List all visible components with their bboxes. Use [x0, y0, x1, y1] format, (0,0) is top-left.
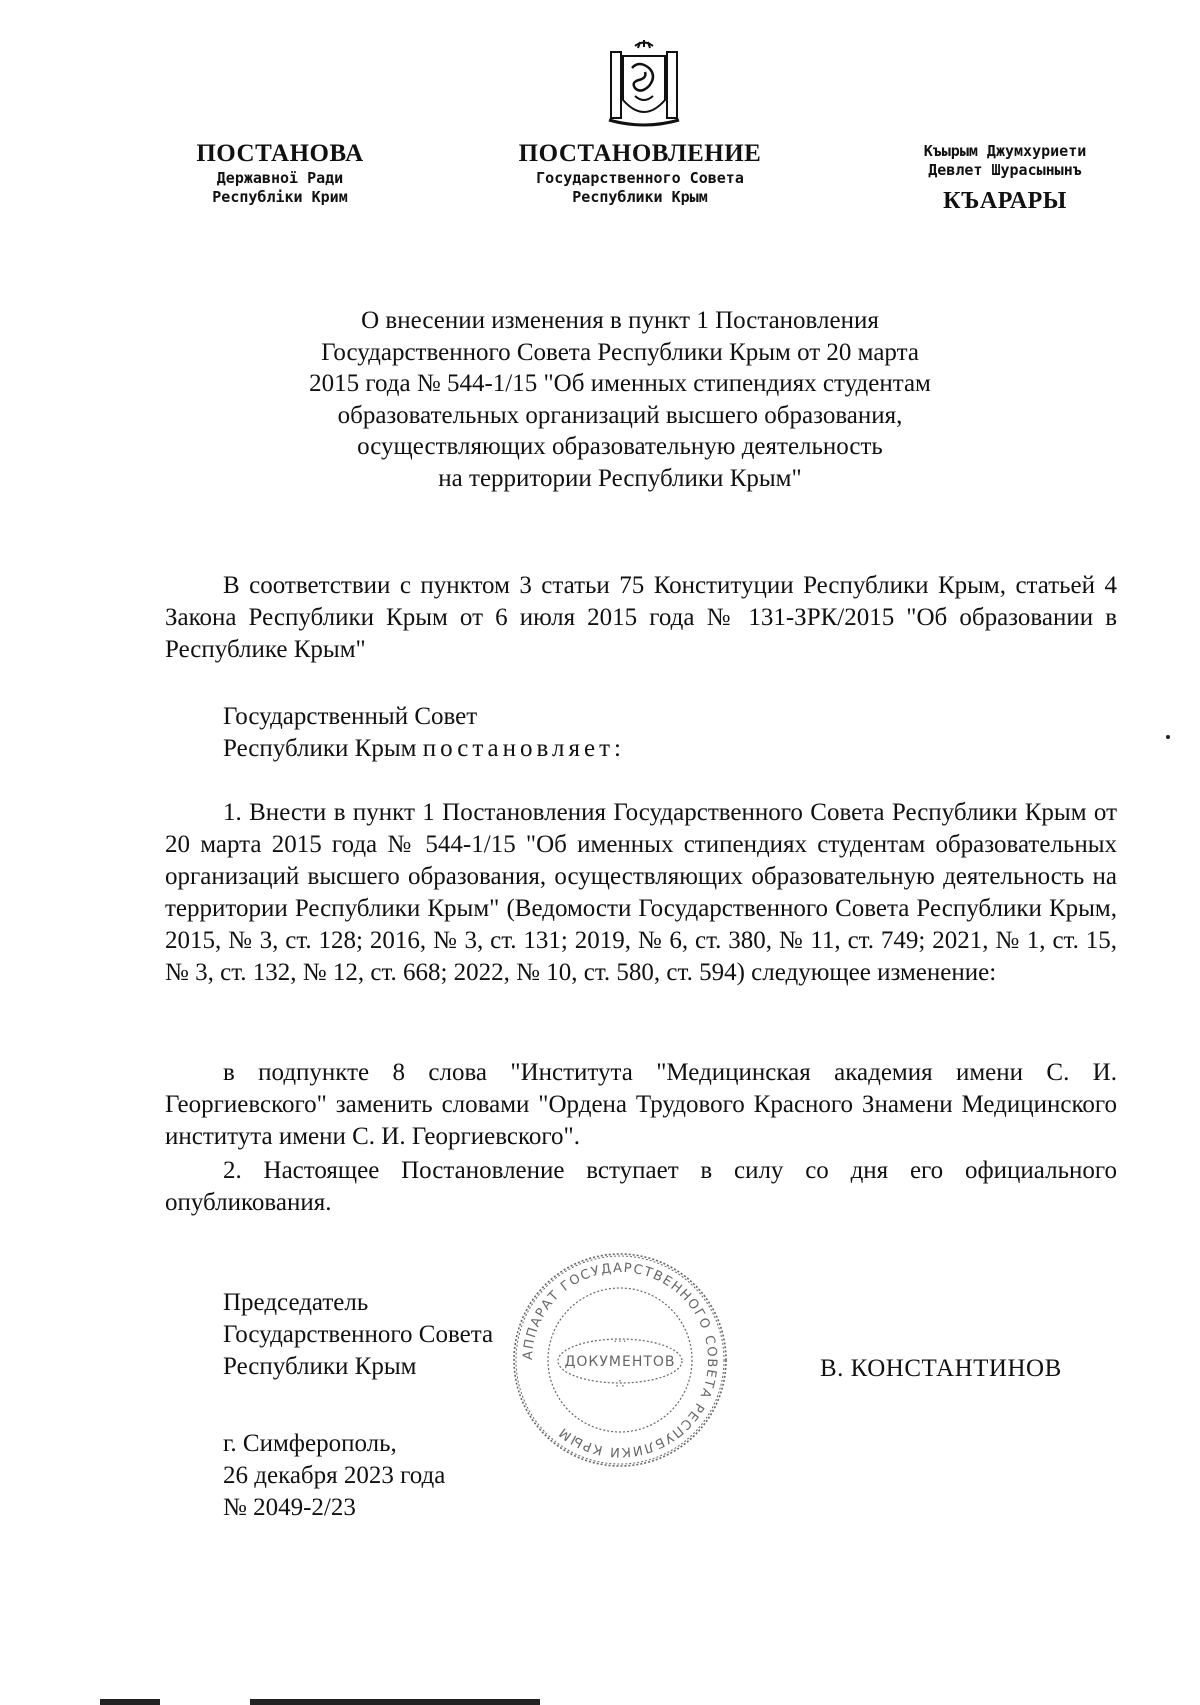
council-block: [223, 701, 625, 765]
header-line: Республики Крым: [572, 188, 708, 206]
title-line: на территории Республики Крым": [438, 464, 802, 492]
official-stamp: [505, 1245, 735, 1475]
title-line: О внесении изменения в пункт 1 Постановления: [361, 307, 879, 334]
resolves-word: постановляет:: [422, 735, 625, 762]
header-crimean-tatar: [860, 142, 1150, 216]
item-1-paragraph: [165, 797, 1117, 989]
title-line: Государственного Совета Республики Крым от 20 марта: [321, 338, 919, 366]
signatory-name: В. КОНСТАНТИНОВ: [820, 1355, 1062, 1382]
position-line: Председатель: [223, 1289, 369, 1316]
header-russian: [495, 138, 785, 207]
place-date-block: [223, 1428, 445, 1524]
header-ukrainian: [160, 138, 400, 207]
stamp-center-text: ДОКУМЕНТОВ: [564, 1354, 676, 1370]
title-line: образовательных организаций высшего образования,: [337, 401, 903, 429]
item-2-paragraph: [165, 1155, 1117, 1219]
svg-text:∴: ∴: [615, 1377, 625, 1392]
number-line: № 2049-2/23: [223, 1494, 356, 1521]
crimea-coat-of-arms-icon: [605, 38, 683, 130]
header-title: КЪАРАРЫ: [943, 187, 1067, 214]
item-2-text: 2. Настоящее Постановление вступает в силу со дня его официального опубликования.: [165, 1157, 1117, 1216]
signature-position: [223, 1287, 493, 1383]
header-line: Республіки Крим: [212, 188, 348, 206]
scan-edge-artifact: [100, 1696, 560, 1705]
council-resolves-line: [223, 733, 625, 765]
scan-speck: [1166, 735, 1170, 739]
position-line: Государственного Совета: [223, 1321, 494, 1348]
item-1-sub-paragraph: [165, 1057, 1117, 1153]
header-line: Государственного Совета: [536, 169, 744, 188]
title-line: 2015 года № 544-1/15 "Об именных стипендиях студентам: [309, 370, 931, 397]
svg-text:…: …: [613, 1331, 627, 1346]
council-line: Государственный Совет: [223, 703, 478, 730]
item-1-sub-text: в подпункте 8 слова "Института "Медицинская академия имени С. И. Георгиевского" заменить словами "Ордена Трудового Красного Знамени Медицинского института имени С. И. Георгиевского".: [165, 1059, 1117, 1150]
document-title: [240, 305, 1000, 494]
title-line: осуществляющих образовательную деятельность: [357, 433, 883, 460]
council-name: Республики Крым: [223, 735, 423, 762]
header-line: Девлет Шурасынынъ: [928, 160, 1082, 179]
header-title: ПОСТАНОВА: [196, 140, 364, 167]
stamp-ring-text: АППАРАТ ГОСУДАРСТВЕННОГО СОВЕТА РЕСПУБЛИКИ КРЫМ: [520, 1260, 720, 1460]
preamble-text: В соответствии с пунктом 3 статьи 75 Конституции Республики Крым, статьей 4 Закона Республики Крым от 6 июля 2015 года № 131-ЗРК/2015 "Об образовании в Республике Крым": [165, 572, 1117, 663]
preamble-paragraph: [165, 570, 1117, 666]
position-line: Республики Крым: [223, 1353, 417, 1380]
header-line: Державної Ради: [216, 169, 344, 188]
place-line: г. Симферополь,: [223, 1430, 397, 1457]
header-line: Къырым Джумхуриети: [923, 142, 1087, 160]
date-line: 26 декабря 2023 года: [223, 1462, 446, 1489]
item-1-text: 1. Внести в пункт 1 Постановления Государственного Совета Республики Крым от 20 марта 2015 года № 544-1/15 "Об именных стипендиях студентам образовательных организаций высшего образования, осуществляющих образовательную деятельность на территории Республики Крым" (Ведомости Государственного Совета Республики Крым, 2015, № 3, ст. 128; 2016, № 3, ст. 131; 2019, № 6, ст. 380, № 11, ст. 749; 2021, № 1, ст. 15, № 3, ст. 132, № 12, ст. 668; 2022, № 10, ст. 580, ст. 594) следующее изменение:: [165, 799, 1117, 986]
header-title: ПОСТАНОВЛЕНИЕ: [518, 140, 762, 167]
